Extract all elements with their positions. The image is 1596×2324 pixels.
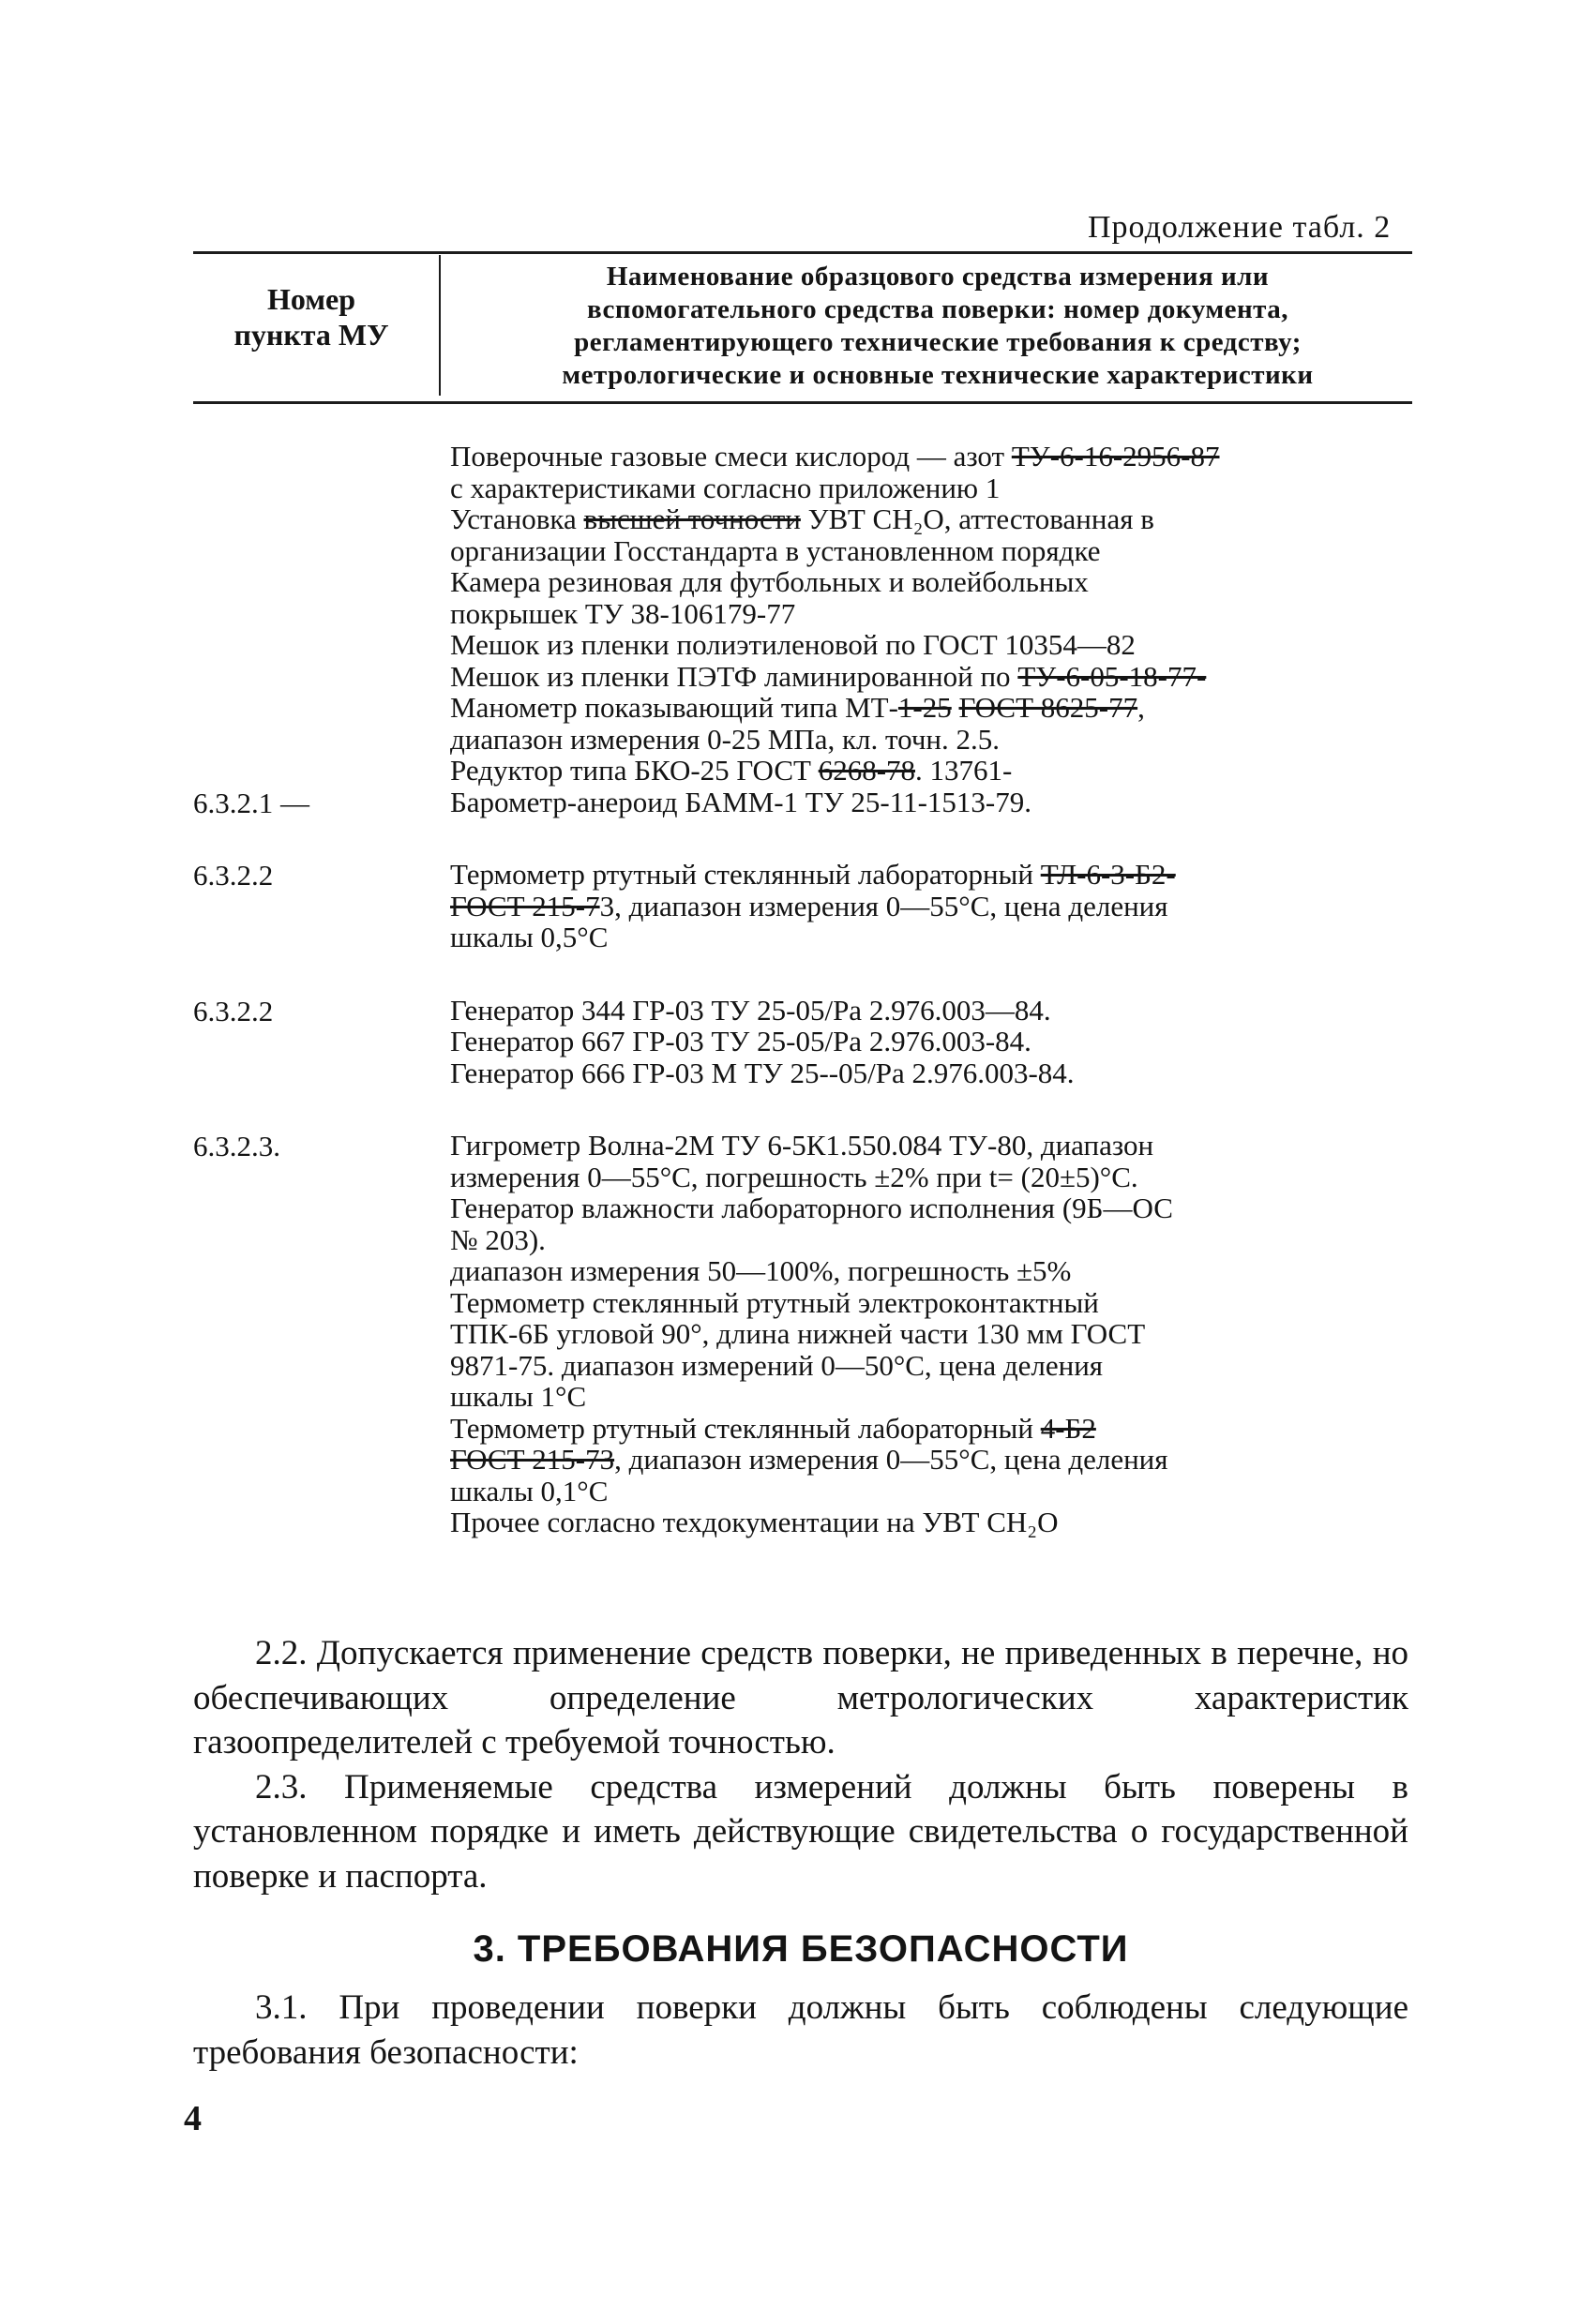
- column-header-instrument-description: [488, 261, 1388, 392]
- entry-text: диапазон измерения 0-25 МПа, кл. точн. 2.5.: [450, 722, 1001, 756]
- table-caption: Продолжение табл. 2: [1088, 210, 1392, 245]
- struck-text: ТУ-6-05-18-77-: [1017, 659, 1207, 693]
- entry-text: ТПК-6Б угловой 90°, длина нижней части 130 мм ГОСТ: [450, 1317, 1146, 1350]
- list-item: [450, 692, 1425, 724]
- entry-text: Генератор 666 ГР-03 М ТУ 25--05/Ра 2.976.003-84.: [450, 1056, 1075, 1089]
- clause-number: 6.3.2.2: [193, 859, 274, 892]
- clause-number: 6.3.2.1 —: [193, 786, 309, 819]
- entry-text: ,: [1137, 691, 1145, 724]
- entry-text: Термометр ртутный стеклянный лабораторный: [450, 858, 1041, 891]
- section-body: [193, 1986, 1408, 2075]
- column-header-line: пункта МУ: [233, 318, 389, 352]
- entry-text: диапазон измерения 50—100%, погрешность ±5%: [450, 1254, 1072, 1287]
- list-item: [450, 629, 1425, 661]
- list-item: [450, 598, 1425, 630]
- entry-text: Манометр показывающий типа МТ-: [450, 691, 898, 724]
- list-item: [450, 1255, 1425, 1287]
- list-item: [450, 891, 1425, 922]
- entry-text: Редуктор типа БКО-25 ГОСТ: [450, 754, 819, 787]
- paragraph-2-3: 2.3. Применяемые средства измерений должны быть поверены в установленном порядке и иметь действующие свидетельства о государственной поверке и паспорта.: [193, 1767, 1408, 1896]
- entry-text: Термометр ртутный стеклянный лабораторный: [450, 1411, 1041, 1445]
- entry-text: с характеристиками согласно приложению 1: [450, 471, 1001, 504]
- entry-text: Генератор 344 ГР-03 ТУ 25-05/Ра 2.976.003—84.: [450, 993, 1051, 1027]
- entry-text: Камера резиновая для футбольных и волейбольных: [450, 565, 1089, 598]
- list-item: [450, 1413, 1425, 1445]
- list-item: [450, 1224, 1425, 1256]
- entry-text: Мешок из пленки ПЭТФ ламинированной по: [450, 659, 1018, 693]
- list-item: [450, 995, 1425, 1027]
- list-item: [450, 755, 1425, 787]
- entry-text: измерения 0—55°С, погрешность ±2% при t= (20±5)°С.: [450, 1160, 1138, 1193]
- list-item: [450, 724, 1425, 756]
- column-header-line: регламентирующего технические требования к средству;: [574, 327, 1302, 357]
- struck-text: ГОСТ 215-7: [450, 889, 600, 922]
- struck-text: ГОСТ 8625-77: [958, 691, 1138, 724]
- paragraph-2-2: 2.2. Допускается применение средств поверки, не приведенных в перечне, но обеспечивающих определение метрологических характеристик газоопределителей с требуемой точностью.: [193, 1634, 1408, 1762]
- list-spacer: [450, 817, 1425, 859]
- entry-text: Барометр-анероид БАММ-1 ТУ 25-11-1513-79.: [450, 785, 1031, 818]
- struck-text: ТУ-6-16-2956-87: [1011, 440, 1220, 472]
- list-spacer: [450, 953, 1425, 995]
- entry-text: УВТ CH₂O, аттестованная в: [800, 502, 1154, 535]
- entry-text: Генератор влажности лабораторного исполнения (9Б—ОС: [450, 1192, 1173, 1224]
- column-header-line: вспомогательного средства поверки: номер документа,: [586, 294, 1289, 324]
- entry-text: Прочее согласно техдокументации на УВТ CH₂O: [450, 1506, 1059, 1538]
- list-item: [450, 1026, 1425, 1057]
- clause-number: 6.3.2.3.: [193, 1130, 280, 1162]
- list-item: [450, 1057, 1425, 1089]
- struck-text: 1-25: [897, 691, 952, 724]
- list-item: [450, 1130, 1425, 1162]
- struck-text: 4-Б2: [1040, 1411, 1096, 1445]
- list-item: [450, 922, 1425, 953]
- entry-text: шкалы 0,1°С: [450, 1474, 609, 1507]
- entry-text: , диапазон измерения 0—55°С, цена деления: [614, 1443, 1168, 1476]
- entry-text: 3, диапазон измерения 0—55°С, цена деления: [599, 889, 1168, 922]
- list-spacer: [450, 1088, 1425, 1130]
- list-item: [450, 1507, 1425, 1538]
- struck-text: высшей точности: [583, 502, 801, 535]
- table-top-rule: [193, 251, 1412, 254]
- list-item: [450, 503, 1425, 535]
- paragraph-3-1: 3.1. При проведении поверки должны быть соблюдены следующие требования безопасности:: [193, 1988, 1408, 2072]
- list-item: [450, 787, 1425, 818]
- struck-text: ТЛ-6-3-Б2-: [1040, 858, 1176, 891]
- entry-text: организации Госстандарта в установленном порядке: [450, 533, 1101, 567]
- list-item: [450, 472, 1425, 504]
- list-item: [450, 1350, 1425, 1382]
- entry-text: Термометр стеклянный ртутный электроконтактный: [450, 1285, 1099, 1319]
- table-header-bottom-rule: [193, 401, 1412, 404]
- entry-text: Генератор 667 ГР-03 ТУ 25-05/Ра 2.976.003-84.: [450, 1025, 1031, 1057]
- list-item: [450, 1318, 1425, 1350]
- clause-number: 6.3.2.2: [193, 994, 274, 1027]
- table-header-divider: [439, 255, 441, 396]
- column-header-item-number: [218, 281, 405, 352]
- list-item: [450, 1192, 1425, 1224]
- list-item: [450, 1381, 1425, 1413]
- section-heading: 3. ТРЕБОВАНИЯ БЕЗОПАСНОСТИ: [473, 1928, 1129, 1970]
- entry-text: . 13761-: [915, 754, 1013, 787]
- instrument-list: [450, 441, 1425, 1538]
- entry-text: шкалы 1°С: [450, 1380, 587, 1413]
- struck-text: ГОСТ 215-73: [450, 1443, 615, 1476]
- column-header-line: Наименование образцового средства измерения или: [606, 262, 1270, 292]
- list-item: [450, 661, 1425, 693]
- list-item: [450, 566, 1425, 598]
- list-item: [450, 859, 1425, 891]
- list-item: [450, 535, 1425, 567]
- page-number: 4: [184, 2099, 202, 2138]
- entry-text: 9871-75. диапазон измерений 0—50°С, цена деления: [450, 1348, 1104, 1382]
- entry-text: Поверочные газовые смеси кислород — азот: [450, 440, 1012, 472]
- body-paragraphs: [193, 1631, 1408, 1898]
- entry-text: № 203).: [450, 1222, 546, 1256]
- entry-text: Мешок из пленки полиэтиленовой по ГОСТ 10354—82: [450, 628, 1136, 661]
- list-item: [450, 1444, 1425, 1476]
- entry-text: покрышек ТУ 38-106179-77: [450, 596, 796, 630]
- struck-text: 6268-78: [818, 754, 916, 787]
- list-item: [450, 1476, 1425, 1507]
- entry-text: Гигрометр Волна-2М ТУ 6-5К1.550.084 ТУ-80, диапазон: [450, 1129, 1154, 1162]
- list-item: [450, 1162, 1425, 1193]
- column-header-line: метрологические и основные технические характеристики: [562, 360, 1314, 390]
- list-item: [450, 1287, 1425, 1319]
- column-header-line: Номер: [266, 282, 356, 316]
- list-item: [450, 441, 1425, 472]
- entry-text: Установка: [450, 502, 584, 535]
- entry-text: шкалы 0,5°С: [450, 921, 609, 953]
